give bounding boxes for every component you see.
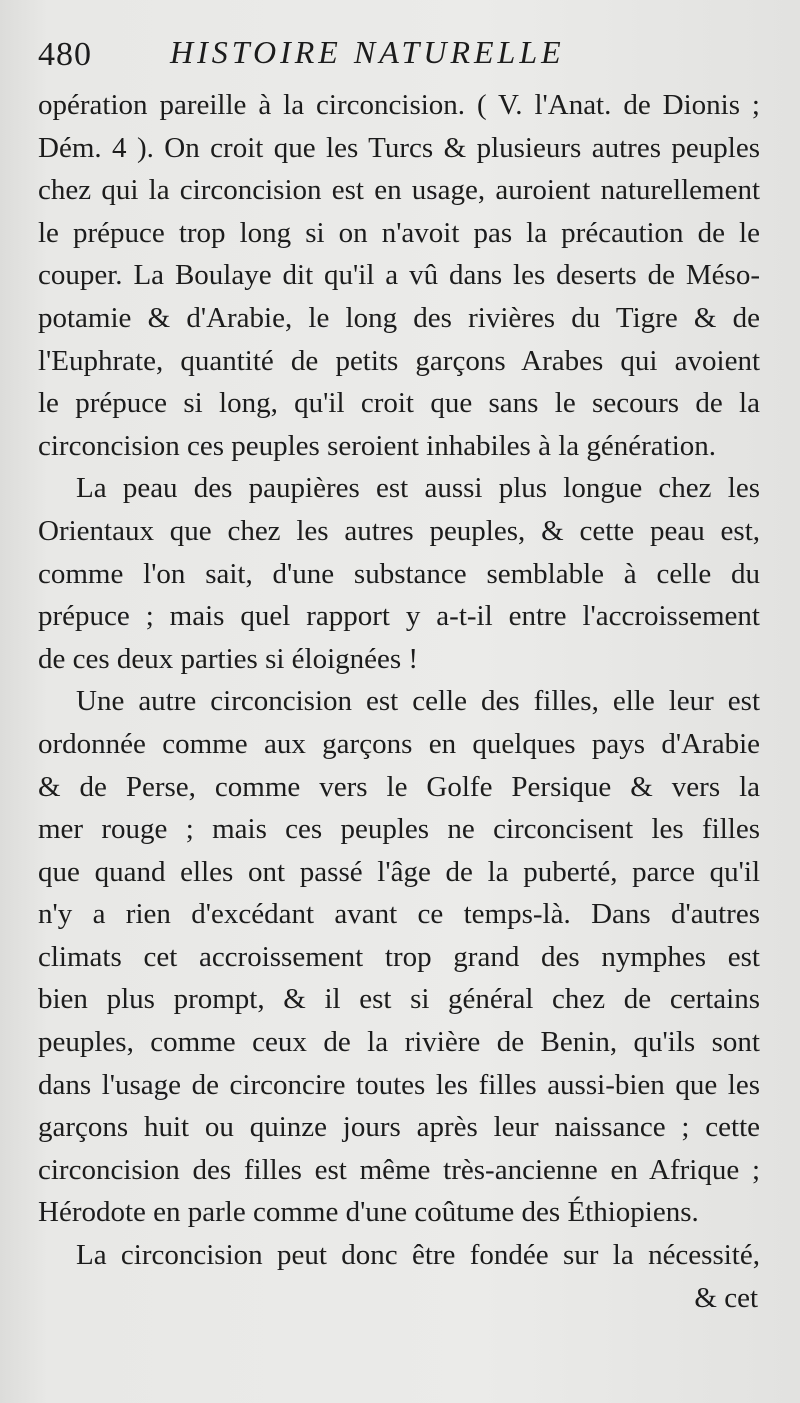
- text-line: La circoncision peut donc être fondée sur la nécessité,: [76, 1239, 760, 1272]
- text-line: bien plus prompt, & il est si général chez de certains: [38, 983, 760, 1016]
- text-line: le prépuce trop long si on n'avoit pas la précaution de le: [38, 216, 760, 249]
- text-line: prépuce ; mais quel rapport y a-t-il entre l'accroissement: [38, 600, 760, 633]
- text-line: mer rouge ; mais ces peuples ne circoncisent les filles: [38, 813, 760, 846]
- text-line: circoncision ces peuples seroient inhabiles à la génération.: [38, 429, 717, 462]
- text-line: & de Perse, comme vers le Golfe Persique & vers la: [38, 770, 760, 803]
- page-body: [38, 84, 760, 1277]
- text-line: La peau des paupières est aussi plus longue chez les: [76, 472, 760, 505]
- text-line: Hérodote en parle comme d'une coûtume des Éthiopiens.: [38, 1196, 699, 1229]
- text-line: n'y a rien d'excédant avant ce temps-là. Dans d'autres: [38, 898, 760, 931]
- text-line: Orientaux que chez les autres peuples, & cette peau est,: [38, 514, 760, 547]
- catchword: & cet: [694, 1282, 758, 1314]
- text-line: potamie & d'Arabie, le long des rivières du Tigre & de: [38, 301, 760, 334]
- text-line: circoncision des filles est même très-ancienne en Afrique ;: [38, 1153, 760, 1186]
- text-line: de ces deux parties si éloignées !: [38, 642, 419, 675]
- text-line: garçons huit ou quinze jours après leur naissance ; cette: [38, 1111, 760, 1144]
- text-line: couper. La Boulaye dit qu'il a vû dans les deserts de Méso-: [38, 259, 760, 292]
- text-line: l'Euphrate, quantité de petits garçons Arabes qui avoient: [38, 344, 760, 377]
- text-line: climats cet accroissement trop grand des nymphes est: [38, 940, 760, 973]
- text-line: opération pareille à la circoncision. ( V. l'Anat. de Dionis ;: [38, 89, 760, 121]
- text-line: peuples, comme ceux de la rivière de Benin, qu'ils sont: [38, 1026, 760, 1059]
- text-line: Dém. 4 ). On croit que les Turcs & plusieurs autres peuples: [38, 131, 760, 164]
- text-line: ordonnée comme aux garçons en quelques pays d'Arabie: [38, 727, 760, 760]
- text-line: Une autre circoncision est celle des filles, elle leur est: [76, 685, 760, 718]
- page-number: 480: [38, 36, 92, 73]
- page-header: [38, 30, 758, 90]
- text-line: comme l'on sait, d'une substance semblable à celle du: [38, 557, 760, 590]
- text-line: que quand elles ont passé l'âge de la puberté, parce qu'il: [38, 855, 760, 888]
- text-line: le prépuce si long, qu'il croit que sans le secours de la: [38, 387, 760, 420]
- text-line: chez qui la circoncision est en usage, auroient naturellement: [38, 174, 760, 207]
- running-head: HISTOIRE NATURELLE: [170, 34, 565, 70]
- text-line: dans l'usage de circoncire toutes les filles aussi-bien que les: [38, 1068, 760, 1101]
